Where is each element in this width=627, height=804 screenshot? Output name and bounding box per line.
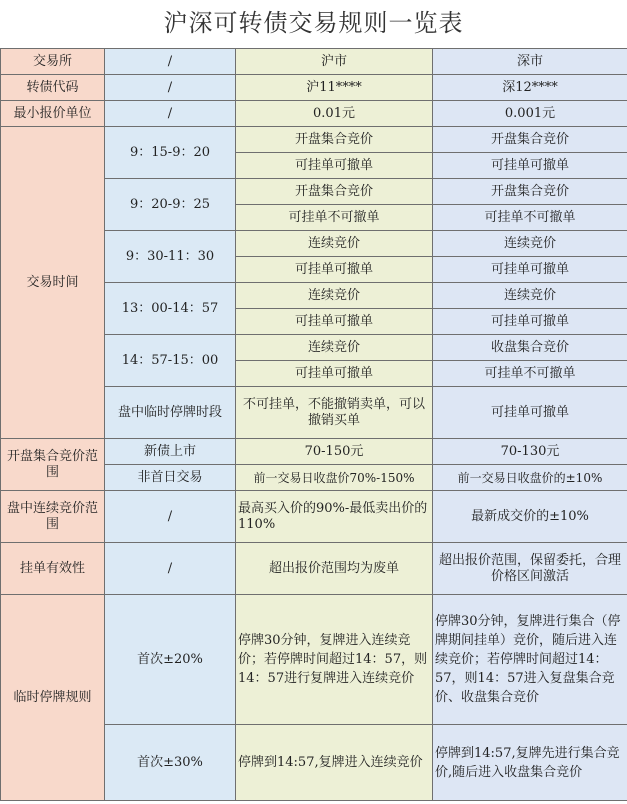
- sz-code: 深12****: [433, 75, 627, 101]
- sh-continuous: 最高买入价的90%-最低卖出价的110%: [236, 491, 433, 543]
- sz-halt-first: 停牌30分钟，复牌进行集合（停牌期间挂单）竞价，随后进入连续竞价；若停牌时间超过14：57，则14：57进入复盘集合竞价、收盘集合竞价: [433, 595, 627, 725]
- sh-open-new: 70-150元: [236, 439, 433, 465]
- row-label-trading-time: 交易时间: [1, 127, 105, 439]
- table-row: [1, 101, 627, 127]
- table-row: [1, 75, 627, 101]
- sz-cell: 可挂单不可撤单: [433, 361, 627, 387]
- slash-cell: /: [105, 491, 236, 543]
- sh-open-later: 前一交易日收盘价70%-150%: [236, 465, 433, 491]
- slash-cell: /: [105, 49, 236, 75]
- sh-cell: 可挂单不可撤单: [236, 205, 433, 231]
- row-label-code: 转债代码: [1, 75, 105, 101]
- sh-cell: 可挂单可撤单: [236, 309, 433, 335]
- sh-halt-second: 停牌到14:57,复牌进入连续竞价: [236, 725, 433, 801]
- table-row: [1, 491, 627, 543]
- sz-open-new: 70-130元: [433, 439, 627, 465]
- table-row: [1, 543, 627, 595]
- slash-cell: /: [105, 101, 236, 127]
- sz-tick: 0.001元: [433, 101, 627, 127]
- table-row: [1, 439, 627, 465]
- sh-cell: 可挂单可撤单: [236, 361, 433, 387]
- sh-cell: 连续竞价: [236, 231, 433, 257]
- halt-second-label: 首次±30%: [105, 725, 236, 801]
- sh-cell: 可挂单可撤单: [236, 153, 433, 179]
- row-label-open-auction: 开盘集合竞价范围: [1, 439, 105, 491]
- sh-cell: 连续竞价: [236, 335, 433, 361]
- sz-halt-period: 可挂单可撤单: [433, 387, 627, 439]
- sh-cell: 开盘集合竞价: [236, 179, 433, 205]
- row-label-exchange: 交易所: [1, 49, 105, 75]
- column-header-sz: 深市: [433, 49, 627, 75]
- sh-cell: 开盘集合竞价: [236, 127, 433, 153]
- table-row: [1, 127, 627, 153]
- row-label-halt-rules: 临时停牌规则: [1, 595, 105, 801]
- sh-tick: 0.01元: [236, 101, 433, 127]
- sz-halt-second: 停牌到14:57,复牌先进行集合竞价,随后进入收盘集合竞价: [433, 725, 627, 801]
- sz-cell: 可挂单可撤单: [433, 309, 627, 335]
- sz-cell: 开盘集合竞价: [433, 179, 627, 205]
- table-row: [1, 49, 627, 75]
- column-header-sh: 沪市: [236, 49, 433, 75]
- time-period: 13：00-14：57: [105, 283, 236, 335]
- sz-cell: 开盘集合竞价: [433, 127, 627, 153]
- sz-continuous: 最新成交价的±10%: [433, 491, 627, 543]
- sz-open-later: 前一交易日收盘价的±10%: [433, 465, 627, 491]
- sz-cell: 可挂单可撤单: [433, 257, 627, 283]
- rules-table: [0, 48, 627, 801]
- sz-cell: 收盘集合竞价: [433, 335, 627, 361]
- sz-cell: 连续竞价: [433, 283, 627, 309]
- slash-cell: /: [105, 75, 236, 101]
- sz-cell: 可挂单不可撤单: [433, 205, 627, 231]
- time-period: 9：20-9：25: [105, 179, 236, 231]
- halt-period-label: 盘中临时停牌时段: [105, 387, 236, 439]
- halt-first-label: 首次±20%: [105, 595, 236, 725]
- sh-cell: 可挂单可撤单: [236, 257, 433, 283]
- sz-cell: 可挂单可撤单: [433, 153, 627, 179]
- table-row: [1, 595, 627, 725]
- open-auction-new-label: 新债上市: [105, 439, 236, 465]
- page-title: 沪深可转债交易规则一览表: [163, 9, 464, 37]
- slash-cell: /: [105, 543, 236, 595]
- row-label-tick: 最小报价单位: [1, 101, 105, 127]
- open-auction-later-label: 非首日交易: [105, 465, 236, 491]
- sh-cell: 连续竞价: [236, 283, 433, 309]
- sh-halt-first: 停牌30分钟，复牌进入连续竞价；若停牌时间超过14：57，则14：57进行复牌进入连续竞价: [236, 595, 433, 725]
- sh-validity: 超出报价范围均为废单: [236, 543, 433, 595]
- sh-code: 沪11****: [236, 75, 433, 101]
- time-period: 9：30-11：30: [105, 231, 236, 283]
- row-label-continuous: 盘中连续竞价范围: [1, 491, 105, 543]
- time-period: 14：57-15：00: [105, 335, 236, 387]
- row-label-validity: 挂单有效性: [1, 543, 105, 595]
- time-period: 9：15-9：20: [105, 127, 236, 179]
- sz-validity: 超出报价范围，保留委托，合理价格区间激活: [433, 543, 627, 595]
- sh-halt-period: 不可挂单，不能撤销卖单，可以撤销买单: [236, 387, 433, 439]
- sz-cell: 连续竞价: [433, 231, 627, 257]
